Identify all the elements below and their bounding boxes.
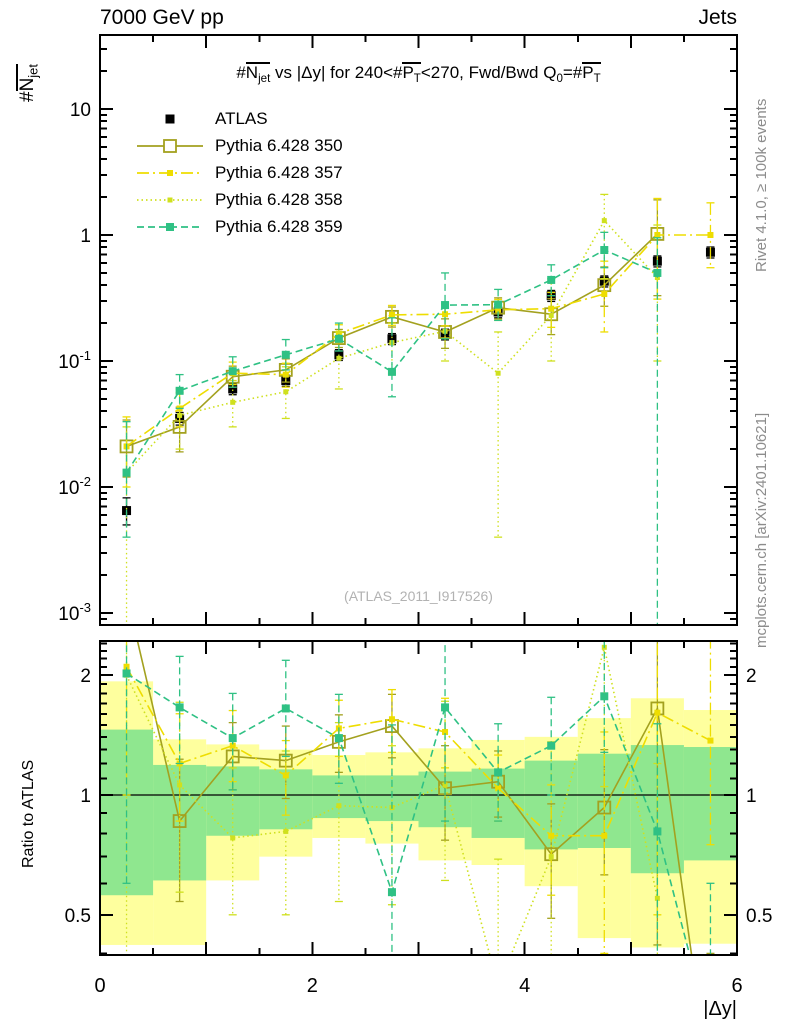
analysis-id-watermark: (ATLAS_2011_I917526) [344,588,493,604]
series-p350-ratio [121,510,717,1024]
x-tick-label: 6 [731,975,743,997]
overline-group: $N_{jet}$ [17,64,41,92]
main-y-tick-label: $10^{-3}$ [58,600,91,625]
series-p357-main [123,198,715,487]
legend-label: Pythia 6.428 350 [215,135,343,155]
band-outer [206,744,259,880]
legend-label: Pythia 6.428 359 [215,216,343,236]
overline-group: $P_T$ [402,63,421,86]
plot-title: $\#N_{jet}$ vs |Δy| for $240<\#P_T<270$, Fwd/Bwd $Q_0=\#P_T$ [236,63,601,86]
band-outer [419,748,472,860]
legend-item-p350 [135,132,343,159]
series-p357-ratio [123,574,715,954]
ratio-y-tick-label: 1 [80,786,91,807]
band-outer [525,737,578,886]
series-p359-ratio [123,513,715,1024]
band-outer [631,698,684,947]
legend-marker-p350 [135,137,205,155]
ratio-y-tick-label: 2 [80,666,91,688]
legend-marker-atlas [135,110,205,128]
ratio-y-tick-label: 0.5 [746,905,773,927]
band-outer [472,740,525,865]
band-outer [578,718,631,938]
band-inner [472,769,525,838]
legend-label: Pythia 6.428 357 [215,162,343,182]
band-outer [365,752,418,843]
axes [100,35,737,955]
legend-item-p357 [135,159,343,186]
legend-marker-p358 [135,191,205,209]
series-p358-ratio [123,520,662,1024]
atlas-uncertainty-bands [100,681,737,947]
ratio-y-tick-label: 1 [746,786,757,807]
main-y-tick-label: 10 [69,100,91,121]
legend-item-atlas [135,105,343,132]
ratio-y-axis-label: Ratio to ATLAS [20,759,37,868]
band-outer [312,755,365,838]
band-inner [206,766,259,835]
legend-marker-p359 [135,218,205,236]
band-inner [153,765,206,881]
x-axis-label: |Δy| [703,998,737,1020]
band-outer [153,739,206,945]
band-inner [419,772,472,828]
series-p350-main [121,200,664,477]
legend [135,105,343,240]
band-inner [259,769,312,829]
main-y-tick-label: $10^{-1}$ [58,348,91,373]
legend-item-p358 [135,186,343,213]
band-outer [684,710,737,944]
x-tick-label: 4 [519,975,531,997]
overline-group: $P_T$ [582,63,601,86]
analysis-group-label: Jets [698,6,737,29]
band-outer [259,750,312,857]
main-y-tick-label: 1 [80,226,91,247]
x-tick-label: 0 [94,975,106,997]
beam-energy-label: 7000 GeV pp [100,6,224,29]
series-p359-main [123,232,662,625]
band-inner [631,745,684,873]
x-tick-label: 2 [306,975,318,997]
rivet-version-label: Rivet 4.1.0, ≥ 100k events [753,98,770,272]
mcplots-credit-label: mcplots.cern.ch [arXiv:2401.10621] [753,412,770,648]
main-y-tick-label: $10^{-2}$ [58,474,91,499]
ratio-y-tick-label: 2 [746,666,757,688]
band-inner [100,730,153,896]
ratio-y-tick-label: 0.5 [64,905,91,927]
band-inner [578,754,631,848]
band-inner [365,775,418,821]
legend-marker-p357 [135,164,205,182]
legend-item-p359 [135,213,343,240]
band-inner [525,761,578,850]
tick-labels [58,100,772,997]
legend-label: Pythia 6.428 358 [215,189,343,209]
y-axis-label: $\#N_{jet}$ [17,64,41,102]
overline-group: $N_{jet}$ [245,63,271,86]
series-p358-main [123,194,662,625]
band-inner [312,775,365,818]
legend-label: ATLAS [215,108,268,128]
band-outer [100,681,153,945]
series-atlas-main [122,247,715,525]
band-inner [684,747,737,860]
